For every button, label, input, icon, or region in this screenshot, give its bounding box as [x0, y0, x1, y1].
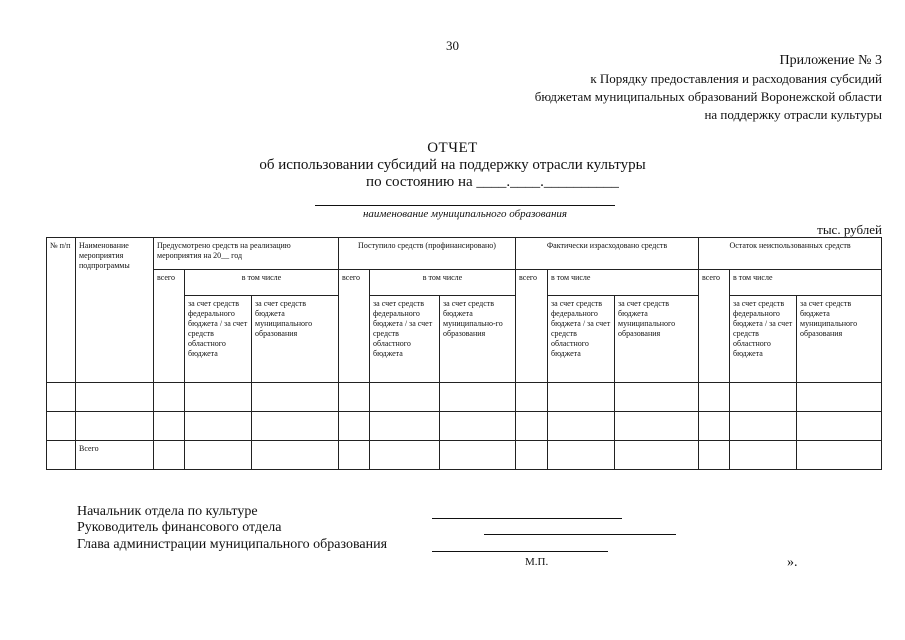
- header-total: всего: [699, 270, 730, 383]
- table-row: [47, 412, 882, 441]
- appendix-line: на поддержку отрасли культуры: [704, 107, 882, 122]
- header-total: всего: [516, 270, 548, 383]
- header-federal-regional: за счет средств федерального бюджета / за счет средств областного бюджета: [185, 296, 252, 383]
- municipality-caption: наименование муниципального образования: [362, 208, 568, 220]
- signature-label-finance: Руководитель финансового отдела: [77, 520, 282, 535]
- table-row: [47, 383, 882, 412]
- signature-line: [432, 518, 622, 519]
- report-date-line: по состоянию на ____.____.__________: [366, 174, 619, 190]
- header-municipal: за счет средств бюджета муниципального образования: [797, 296, 882, 383]
- closing-quote: ».: [787, 555, 798, 570]
- table-total-row: [47, 441, 882, 470]
- table-header-row: [47, 238, 882, 270]
- header-num: № п/п: [47, 238, 76, 383]
- header-total: всего: [339, 270, 370, 383]
- appendix-line: бюджетам муниципальных образований Воронежской области: [534, 89, 882, 104]
- stamp-label: М.П.: [525, 556, 549, 568]
- report-title: ОТЧЕТ: [427, 140, 478, 156]
- total-row-label: Всего: [76, 441, 154, 470]
- header-group-planned: Предусмотрено средств на реализацию мероприятия на 20__ год: [154, 238, 339, 270]
- header-including: в том числе: [730, 270, 882, 296]
- header-group-received: Поступило средств (профинансировано): [339, 238, 516, 270]
- header-group-remainder: Остаток неиспользованных средств: [699, 238, 882, 270]
- header-including: в том числе: [185, 270, 339, 296]
- table-header-row: [47, 270, 882, 296]
- page-number: 30: [446, 38, 459, 53]
- header-municipal: за счет средств бюджета муниципально-го образования: [440, 296, 516, 383]
- municipality-blank-line: [315, 205, 615, 206]
- report-table: [46, 237, 882, 470]
- header-including: в том числе: [548, 270, 699, 296]
- header-including: в том числе: [370, 270, 516, 296]
- signature-label-head: Глава администрации муниципального образования: [77, 537, 388, 552]
- header-municipal: за счет средств бюджета муниципального образования: [252, 296, 339, 383]
- header-group-spent: Фактически израсходовано средств: [516, 238, 699, 270]
- signature-line: [432, 551, 608, 552]
- header-total: всего: [154, 270, 185, 383]
- appendix-title: Приложение № 3: [779, 53, 882, 68]
- units-label: тыс. рублей: [817, 222, 882, 237]
- appendix-line: к Порядку предоставления и расходования субсидий: [590, 71, 882, 86]
- header-federal-regional: за счет средств федерального бюджета / за счет средств областного бюджета: [548, 296, 615, 383]
- header-federal-regional: за счет средств федерального бюджета / за счет средств областного бюджета: [730, 296, 797, 383]
- header-federal-regional: за счет средств федерального бюджета / за счет средств областного бюджета: [370, 296, 440, 383]
- header-name: Наименование мероприятия подпрограммы: [76, 238, 154, 383]
- report-subtitle: об использовании субсидий на поддержку отрасли культуры: [259, 157, 646, 173]
- signature-line: [484, 534, 676, 535]
- header-municipal: за счет средств бюджета муниципального образования: [615, 296, 699, 383]
- signature-label-culture: Начальник отдела по культуре: [77, 504, 258, 519]
